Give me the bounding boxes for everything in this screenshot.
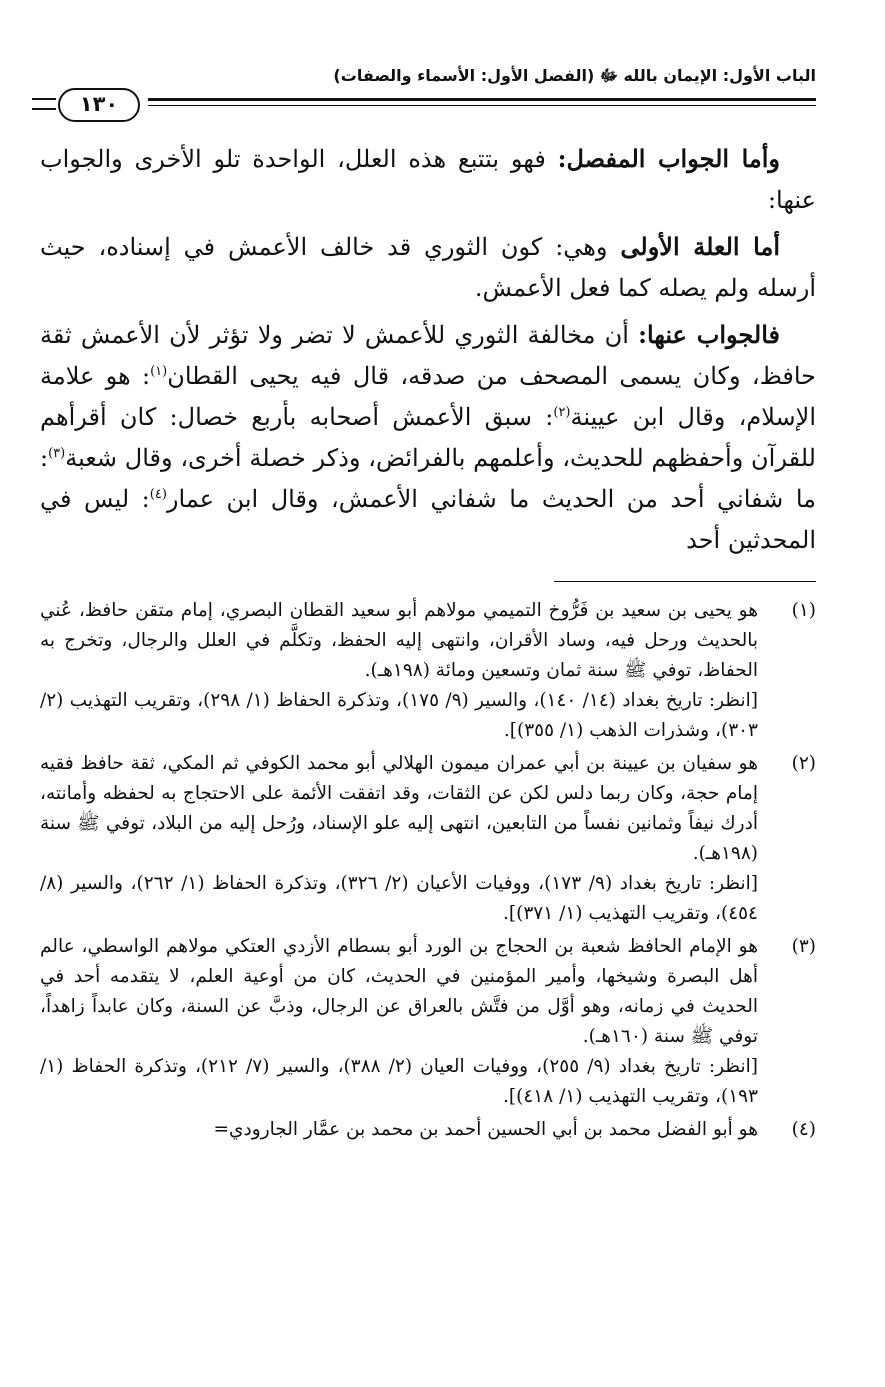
footnote-number: (٣) <box>791 936 816 957</box>
paragraph-text: فهو بتتبع هذه العلل، الواحدة تلو الأخرى والجواب عنها: <box>40 145 816 214</box>
footnote-marker-4[interactable]: (٤) <box>149 487 167 502</box>
footnote-separator <box>554 581 816 582</box>
footnote-1 <box>40 596 816 746</box>
paragraph-detailed-answer <box>40 138 816 221</box>
paragraph-text: : هو علامة الإسلام، وقال ابن عيينة <box>40 362 817 431</box>
paragraph-text: : ما شفاني أحد من الحديث ما شفاني الأعمش، وقال ابن عمار <box>40 444 816 513</box>
footnote-line: هو سفيان بن عيينة بن أبي عمران ميمون الهلالي أبو محمد الكوفي ثم المكي، ثقة حافظ فقيه إمام حجة، وكان ربما دلس لكن عن الثقات، وقد اتفقت الأئمة على الاحتجاج به لحفظه وأمانته، أدرك نيفاً وثمانين نفساً من التابعين، انتهى إليه علو الإسناد، ورُحل إليه من البلاد، توفي ﷺ سنة (١٩٨هـ). <box>40 753 758 864</box>
page-header <box>40 52 816 116</box>
paragraph-lead: وأما الجواب المفصل: <box>557 144 780 173</box>
header-double-dash <box>32 98 56 110</box>
page-number-badge: ١٣٠ <box>58 88 140 122</box>
footnote-number: (٤) <box>791 1119 816 1140</box>
main-text <box>40 138 816 561</box>
paragraph-text: : ليس في المحدثين أحد <box>40 485 816 554</box>
footnote-line: هو الإمام الحافظ شعبة بن الحجاج بن الورد أبو بسطام الأزدي العتكي مولاهم الواسطي، عالم أهل البصرة وشيخها، وأمير المؤمنين في الحديث، كان من أوعية العلم، لا يتقدمه أحد في الحديث في زمانه، وهو أوَّل من فتَّش بالعراق عن الرجال، وذبَّ عن السنة، وكان عابداً زاهداً، توفي ﷺ سنة (١٦٠هـ). <box>40 936 758 1047</box>
footnote-line: [انظر: تاريخ بغداد (٩/ ٢٥٥)، ووفيات العيان (٢/ ٣٨٨)، والسير (٧/ ٢١٢)، وتذكرة الحفاظ (١/ ١٩٣)، وتقريب التهذيب (١/ ٤١٨)]. <box>40 1056 758 1107</box>
footnote-2 <box>40 749 816 929</box>
footnote-4 <box>40 1115 816 1145</box>
footnote-body <box>40 932 758 1112</box>
paragraph-lead: فالجواب عنها: <box>638 320 780 349</box>
footnote-line: [انظر: تاريخ بغداد (١٤/ ١٤٠)، والسير (٩/ ١٧٥)، وتذكرة الحفاظ (١/ ٢٩٨)، وتقريب التهذيب (٢/ ٣٠٣)، وشذرات الذهب (١/ ٣٥٥)]. <box>40 690 758 741</box>
paragraph-text: أن مخالفة الثوري للأعمش لا تضر ولا تؤثر لأن الأعمش ثقة حافظ، وكان يسمى المصحف من صدقه، قال فيه يحيى القطان <box>40 321 817 390</box>
footnote-number: (١) <box>791 600 816 621</box>
footnotes <box>40 596 816 1145</box>
paragraph-text: : سبق الأعمش أصحابه بأربع خصال: كان أقرأهم للقرآن وأحفظهم للحديث، وأعلمهم بالفرائض، وذكر خصلة أخرى، وقال شعبة <box>40 403 816 472</box>
footnote-body <box>40 749 758 929</box>
paragraph-first-defect <box>40 226 816 309</box>
book-page <box>40 52 816 1148</box>
footnote-line: هو يحيى بن سعيد بن فَرُّوخ التميمي مولاهم أبو سعيد القطان البصري، إمام متقن حافظ، عُني بالحديث ورحل فيه، وساد الأقران، وانتهى إليه الحفظ، وتكلَّم في العلل والرجال، وتخرج به الحفاظ، توفي ﷺ سنة ثمان وتسعين ومائة (١٩٨هـ). <box>40 600 758 681</box>
header-rule-thin <box>148 105 816 106</box>
footnote-line: هو أبو الفضل محمد بن أبي الحسين أحمد بن محمد بن عمَّار الجارودي= <box>213 1119 758 1140</box>
footnote-number: (٢) <box>791 753 816 774</box>
paragraph-lead: أما العلة الأولى <box>620 232 780 261</box>
header-rule-thick <box>148 98 816 101</box>
footnote-marker-1[interactable]: (١) <box>150 364 168 379</box>
paragraph-answer <box>40 314 816 561</box>
footnote-body <box>40 1115 758 1145</box>
footnote-3 <box>40 932 816 1112</box>
running-title: الباب الأول: الإيمان بالله ﷻ (الفصل الأول: الأسماء والصفات) <box>333 66 816 85</box>
footnote-line: [انظر: تاريخ بغداد (٩/ ١٧٣)، ووفيات الأعيان (٢/ ٣٢٦)، وتذكرة الحفاظ (١/ ٢٦٢)، والسير (٨/ ٤٥٤)، وتقريب التهذيب (١/ ٣٧١)]. <box>40 873 758 924</box>
footnote-marker-2[interactable]: (٢) <box>553 405 571 420</box>
paragraph-text: وهي: كون الثوري قد خالف الأعمش في إسناده، حيث أرسله ولم يصله كما فعل الأعمش. <box>40 233 816 302</box>
footnote-body <box>40 596 758 746</box>
footnote-marker-3[interactable]: (٣) <box>48 446 66 461</box>
